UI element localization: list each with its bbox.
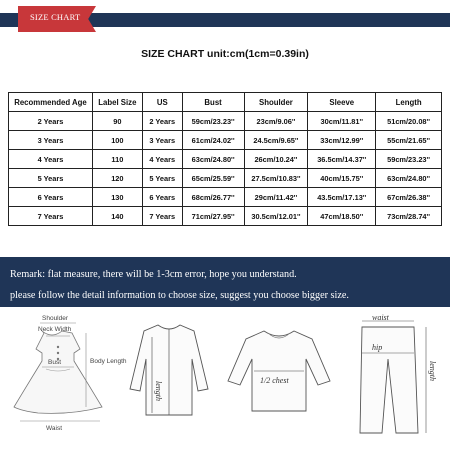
- cell-us: 6 Years: [142, 188, 182, 207]
- cell-label-size: 140: [92, 207, 142, 226]
- cell-label-size: 90: [92, 112, 142, 131]
- ribbon-label: SIZE CHART: [30, 12, 81, 22]
- jacket-length-label: length: [154, 381, 163, 401]
- table-row: [9, 150, 442, 169]
- cell-us: 5 Years: [142, 169, 182, 188]
- table-row: [9, 112, 442, 131]
- cell-sleeve: 47cm/18.50'': [308, 207, 376, 226]
- remark-line-1: Remark: flat measure, there will be 1-3cm error, hope you understand.: [10, 269, 297, 280]
- header-length: Length: [376, 93, 442, 112]
- header-recommended-age: Recommended Age: [9, 93, 93, 112]
- dress-neck-width-label: Neck Width: [38, 326, 72, 333]
- cell-sleeve: 40cm/15.75'': [308, 169, 376, 188]
- table-header-row: [9, 93, 442, 112]
- cell-label-size: 110: [92, 150, 142, 169]
- dress-waist-label: Waist: [46, 425, 63, 432]
- cell-sleeve: 30cm/11.81'': [308, 112, 376, 131]
- cell-age: 7 Years: [9, 207, 93, 226]
- cell-length: 59cm/23.23'': [376, 150, 442, 169]
- size-table: [8, 92, 442, 226]
- table-row: [9, 131, 442, 150]
- cell-us: 7 Years: [142, 207, 182, 226]
- remark-block: [10, 264, 440, 306]
- pants-waist-label: waist: [372, 313, 389, 322]
- cell-bust: 63cm/24.80'': [182, 150, 244, 169]
- cell-bust: 71cm/27.95'': [182, 207, 244, 226]
- header-us: US: [142, 93, 182, 112]
- header-label-size: Label Size: [92, 93, 142, 112]
- cell-shoulder: 27.5cm/10.83'': [244, 169, 308, 188]
- cell-shoulder: 26cm/10.24'': [244, 150, 308, 169]
- cell-label-size: 120: [92, 169, 142, 188]
- cell-shoulder: 23cm/9.06'': [244, 112, 308, 131]
- cell-length: 55cm/21.65'': [376, 131, 442, 150]
- cell-label-size: 130: [92, 188, 142, 207]
- cell-shoulder: 30.5cm/12.01'': [244, 207, 308, 226]
- pants-outline: [360, 327, 418, 433]
- sweater-chest-label: 1/2 chest: [260, 376, 289, 385]
- dress-diagram: [2, 309, 127, 449]
- cell-us: 3 Years: [142, 131, 182, 150]
- pants-hip-label: hip: [372, 343, 383, 352]
- cell-shoulder: 24.5cm/9.65'': [244, 131, 308, 150]
- cell-length: 63cm/24.80'': [376, 169, 442, 188]
- cell-length: 73cm/28.74'': [376, 207, 442, 226]
- dress-outline: [14, 331, 102, 413]
- cell-age: 5 Years: [9, 169, 93, 188]
- header-sleeve: Sleeve: [308, 93, 376, 112]
- pants-diagram: [348, 313, 448, 441]
- cell-sleeve: 36.5cm/14.37'': [308, 150, 376, 169]
- cell-sleeve: 43.5cm/17.13'': [308, 188, 376, 207]
- cell-length: 51cm/20.08'': [376, 112, 442, 131]
- jacket-diagram: [128, 319, 210, 437]
- dress-body-length-label: Body Length: [90, 358, 127, 365]
- dress-bust-label: Bust: [48, 359, 62, 366]
- cell-us: 2 Years: [142, 112, 182, 131]
- cell-shoulder: 29cm/11.42'': [244, 188, 308, 207]
- remark-line-2: please follow the detail information to choose size, suggest you choose bigger size.: [10, 290, 349, 301]
- cell-length: 67cm/26.38'': [376, 188, 442, 207]
- header-bust: Bust: [182, 93, 244, 112]
- cell-age: 6 Years: [9, 188, 93, 207]
- cell-label-size: 100: [92, 131, 142, 150]
- table-row: [9, 207, 442, 226]
- dress-shoulder-label: Shoulder: [42, 315, 69, 322]
- cell-age: 4 Years: [9, 150, 93, 169]
- cell-bust: 61cm/24.02'': [182, 131, 244, 150]
- cell-us: 4 Years: [142, 150, 182, 169]
- chart-title: SIZE CHART unit:cm(1cm=0.39in): [141, 48, 309, 60]
- measurement-diagrams: [0, 307, 450, 450]
- cell-bust: 59cm/23.23'': [182, 112, 244, 131]
- cell-bust: 65cm/25.59'': [182, 169, 244, 188]
- header-shoulder: Shoulder: [244, 93, 308, 112]
- pants-length-label: length: [428, 361, 437, 381]
- cell-age: 3 Years: [9, 131, 93, 150]
- cell-age: 2 Years: [9, 112, 93, 131]
- table-row: [9, 169, 442, 188]
- cell-sleeve: 33cm/12.99'': [308, 131, 376, 150]
- table-row: [9, 188, 442, 207]
- sweater-diagram: [224, 323, 334, 427]
- cell-bust: 68cm/26.77'': [182, 188, 244, 207]
